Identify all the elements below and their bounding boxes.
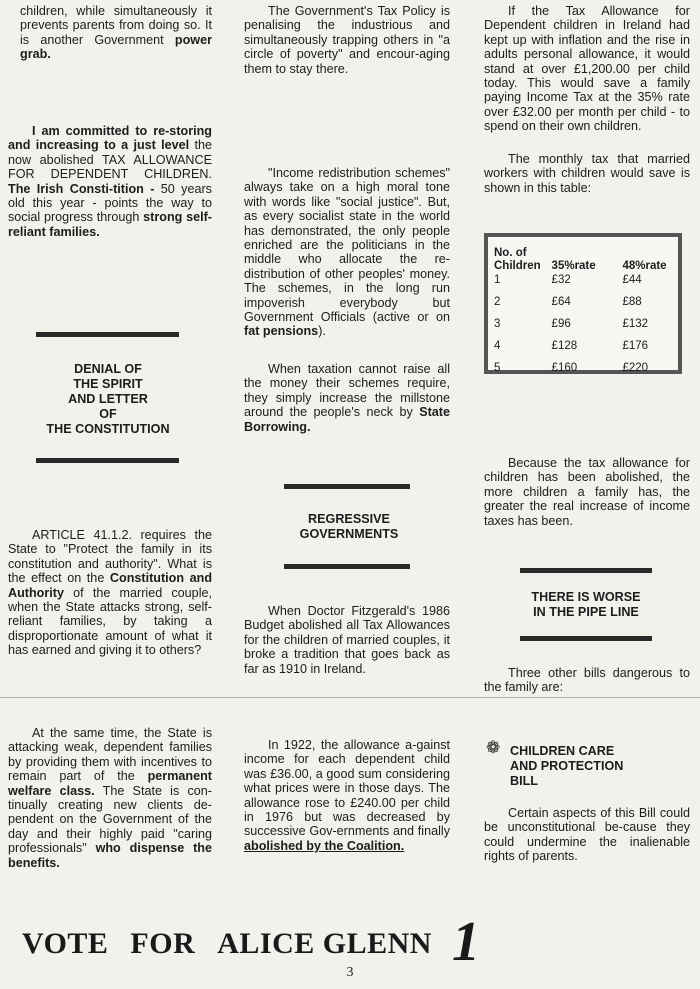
heading-denial-of-the-spirit: DENIAL OF THE SPIRIT AND LETTER OF THE CONSTITUTION	[46, 362, 170, 436]
table-header-35-rate: 35%rate	[551, 260, 596, 272]
table-row	[494, 295, 678, 317]
col3-paragraph-5: Certain aspects of this Bill could be unconstitutional be-cause they could undermine the inalienable rights of parents.	[484, 806, 690, 864]
table-row	[494, 361, 678, 383]
table-cell: £132	[622, 318, 649, 330]
col1-rule-top	[36, 332, 179, 337]
table-header-row	[494, 247, 678, 273]
col2-paragraph-2: "Income redistribution schemes" always take on a high moral tone with words like "social justice". But, as every socialist state in the world has demonstrated, the only people enriched are the politicians in the middle who allocate the re-distribution of other peoples' money. The schemes, in the long run impoverish everybody but Government Officials (active or on fat pensions).	[244, 166, 450, 339]
tax-savings-table-box	[484, 233, 682, 374]
table-cell: £220	[622, 362, 649, 374]
table-header-48-rate: 48%rate	[622, 260, 667, 272]
table-header-children: No. of Children	[494, 247, 541, 272]
col3-paragraph-1: If the Tax Allowance for Dependent children in Ireland had kept up with inflation and the rise in adults personal allowance, it would stand at over £1,200.00 per child today. This would save a family paying Income Tax at the 35% rate over £32.00 per month per child - to spend on their own children.	[484, 4, 690, 134]
heading-there-is-worse: THERE IS WORSE IN THE PIPE LINE	[531, 590, 641, 619]
vote-word: VOTE	[22, 927, 109, 960]
col1-paragraph-4: At the same time, the State is attacking weak, dependent families by providing them with incentives to remain part of the permanent welfare class. The State is con-tinually creating new clients de-pendent on the Government of the day and their highly paid "caring professionals" who dispense the benefits.	[8, 726, 212, 870]
table-cell: 2	[494, 296, 501, 308]
table-cell: £176	[622, 340, 649, 352]
heading-regressive-governments: REGRESSIVE GOVERNMENTS	[299, 512, 399, 541]
table-cell: £160	[551, 362, 578, 374]
col1-rule-bottom	[36, 458, 179, 463]
bill-title: CHILDREN CARE AND PROTECTION BILL	[510, 744, 624, 788]
col1-paragraph-2: I am committed to re-storing and increasing to a just level the now abolished TAX ALLOWANCE FOR DEPENDENT CHILDREN. The Irish Consti-tition - 50 years old this year - points the way to social progress through strong self-reliant families.	[8, 124, 212, 239]
col1-paragraph-1: children, while simultaneously it prevents parents from doing so. It is another Government power grab.	[20, 4, 212, 62]
vote-number: 1	[452, 911, 481, 973]
table-cell: £44	[622, 274, 642, 286]
for-word: FOR	[130, 927, 196, 960]
table-cell: £96	[551, 318, 571, 330]
col2-paragraph-4: When Doctor Fitzgerald's 1986 Budget abolished all Tax Allowances for the children of married couples, it broke a tradition that goes back as far as 1910 in Ireland.	[244, 604, 450, 676]
table-cell: 4	[494, 340, 501, 352]
table-cell: 5	[494, 362, 501, 374]
table-cell: £64	[551, 296, 571, 308]
tax-savings-table	[494, 247, 678, 383]
col3-paragraph-3: Because the tax allowance for children has been abolished, the more children a family has, the greater the real increase of income taxes has been.	[484, 456, 690, 528]
vote-slogan	[22, 911, 502, 973]
col3-rule-bottom	[520, 636, 652, 641]
table-cell: £88	[622, 296, 642, 308]
table-cell: £128	[551, 340, 578, 352]
candidate-name: ALICE GLENN	[217, 927, 432, 960]
page-fold-line	[0, 697, 700, 698]
col1-paragraph-3: ARTICLE 41.1.2. requires the State to "Protect the family in its constitution and authority". What is the effect on the Constitution and Authority of the married couple, when the State attacks strong, self-reliant families, by taking a disproportionate amount of what it has earned and giving it to others?	[8, 528, 213, 658]
flower-bullet-icon: ❁	[486, 738, 501, 757]
table-cell: 3	[494, 318, 501, 330]
table-row	[494, 339, 678, 361]
col2-rule-top	[284, 484, 410, 489]
page-number: 3	[346, 965, 354, 980]
table-row	[494, 273, 678, 295]
col2-paragraph-3: When taxation cannot raise all the money their schemes require, they simply increase the millstone around the people's neck by State Borrowing.	[244, 362, 450, 434]
col3-paragraph-4: Three other bills dangerous to the family are:	[484, 666, 690, 695]
col2-paragraph-1: The Government's Tax Policy is penalising the industrious and simultaneously trapping others in "a circle of poverty" and encour-aging them to stay there.	[244, 4, 450, 76]
col2-paragraph-5: In 1922, the allowance a-gainst income for each dependent child was £36.00, a good sum considering what prices were in those days. The allowance rose to £240.00 per child in 1976 but was decreased by successive Gov-ernments and finally abolished by the Coalition.	[244, 738, 450, 853]
table-cell: 1	[494, 274, 501, 286]
table-cell: £32	[551, 274, 571, 286]
col3-paragraph-2: The monthly tax that married workers with children would save is shown in this table:	[484, 152, 690, 195]
col3-rule-top	[520, 568, 652, 573]
col2-rule-bottom	[284, 564, 410, 569]
table-row	[494, 317, 678, 339]
